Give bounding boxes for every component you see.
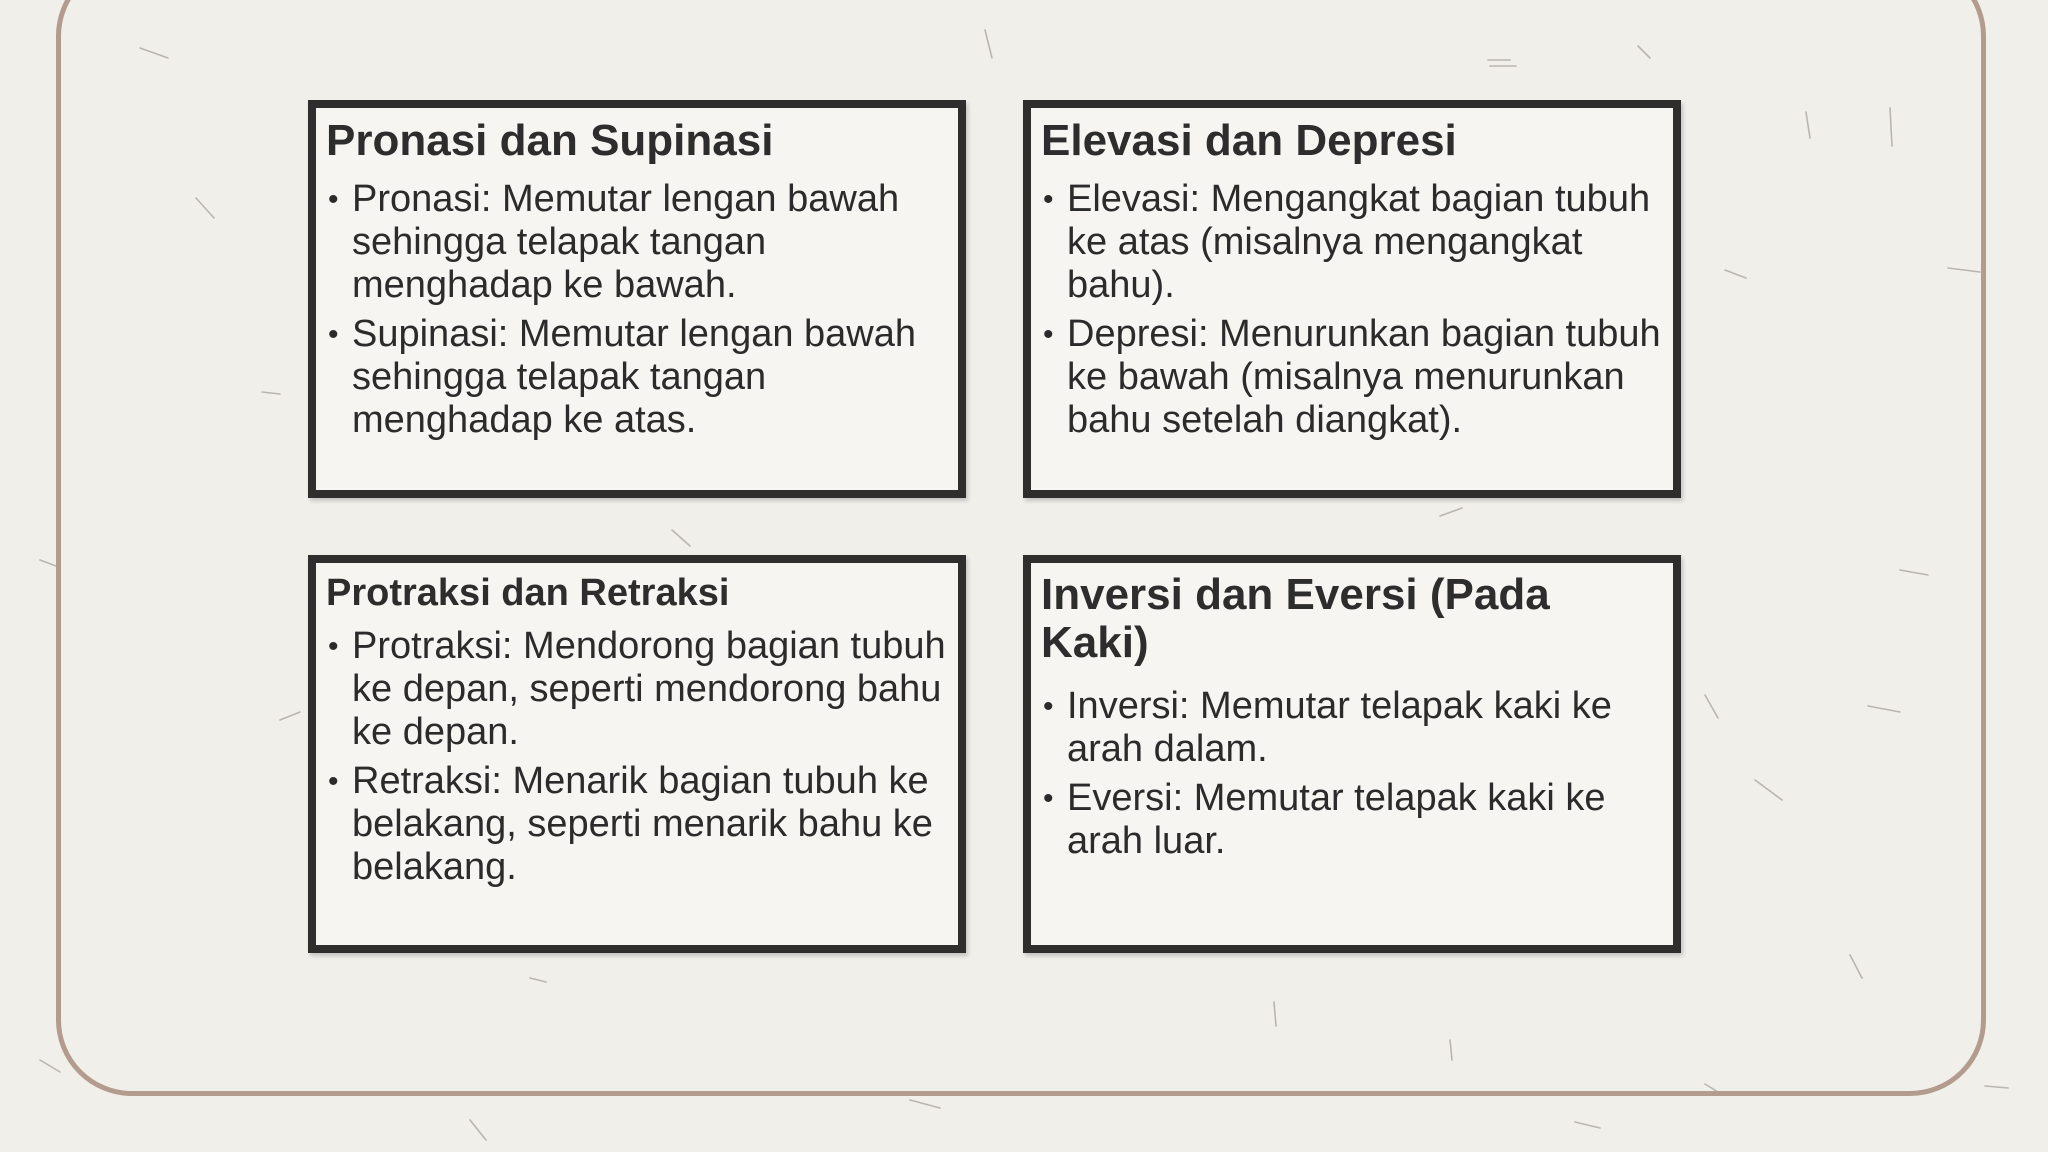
list-item-text: Depresi: Menurunkan bagian tubuh ke bawah (misalnya menurunkan bahu setelah diangkat). [1067,313,1661,441]
list-item-text: Eversi: Memutar telapak kaki ke arah luar. [1067,777,1606,862]
card-protraksi-retraksi [308,555,966,953]
bullet-icon: • [328,630,339,663]
bullet-icon: • [328,183,339,216]
list-item [1041,178,1663,307]
bullet-icon: • [1043,782,1054,815]
bullet-icon: • [328,318,339,351]
list-item-text: Elevasi: Mengangkat bagian tubuh ke atas (misalnya mengangkat bahu). [1067,178,1651,306]
list-item-text: Retraksi: Menarik bagian tubuh ke belakang, seperti menarik bahu ke belakang. [352,760,933,888]
list-item [326,313,948,442]
list-item [1041,685,1663,771]
card-title: Inversi dan Eversi (Pada Kaki) [1041,570,1550,667]
bullet-icon: • [1043,318,1054,351]
list-item [1041,313,1663,442]
list-item-text: Inversi: Memutar telapak kaki ke arah dalam. [1067,685,1612,770]
card-inversi-eversi [1023,555,1681,953]
bullet-icon: • [1043,690,1054,723]
bullet-list [1041,685,1663,863]
list-item [326,625,948,754]
list-item-text: Protraksi: Mendorong bagian tubuh ke depan, seperti mendorong bahu ke depan. [352,625,946,753]
bullet-list [326,625,948,889]
card-title: Elevasi dan Depresi [1041,116,1457,165]
card-title: Pronasi dan Supinasi [326,116,774,165]
card-title: Protraksi dan Retraksi [326,572,730,614]
list-item [326,178,948,307]
list-item [1041,777,1663,863]
bullet-icon: • [328,765,339,798]
bullet-list [326,178,948,442]
card-pronasi-supinasi [308,100,966,498]
bullet-icon: • [1043,183,1054,216]
bullet-list [1041,178,1663,442]
list-item [326,760,948,889]
card-elevasi-depresi [1023,100,1681,498]
list-item-text: Supinasi: Memutar lengan bawah sehingga telapak tangan menghadap ke atas. [352,313,917,441]
list-item-text: Pronasi: Memutar lengan bawah sehingga telapak tangan menghadap ke bawah. [352,178,900,306]
